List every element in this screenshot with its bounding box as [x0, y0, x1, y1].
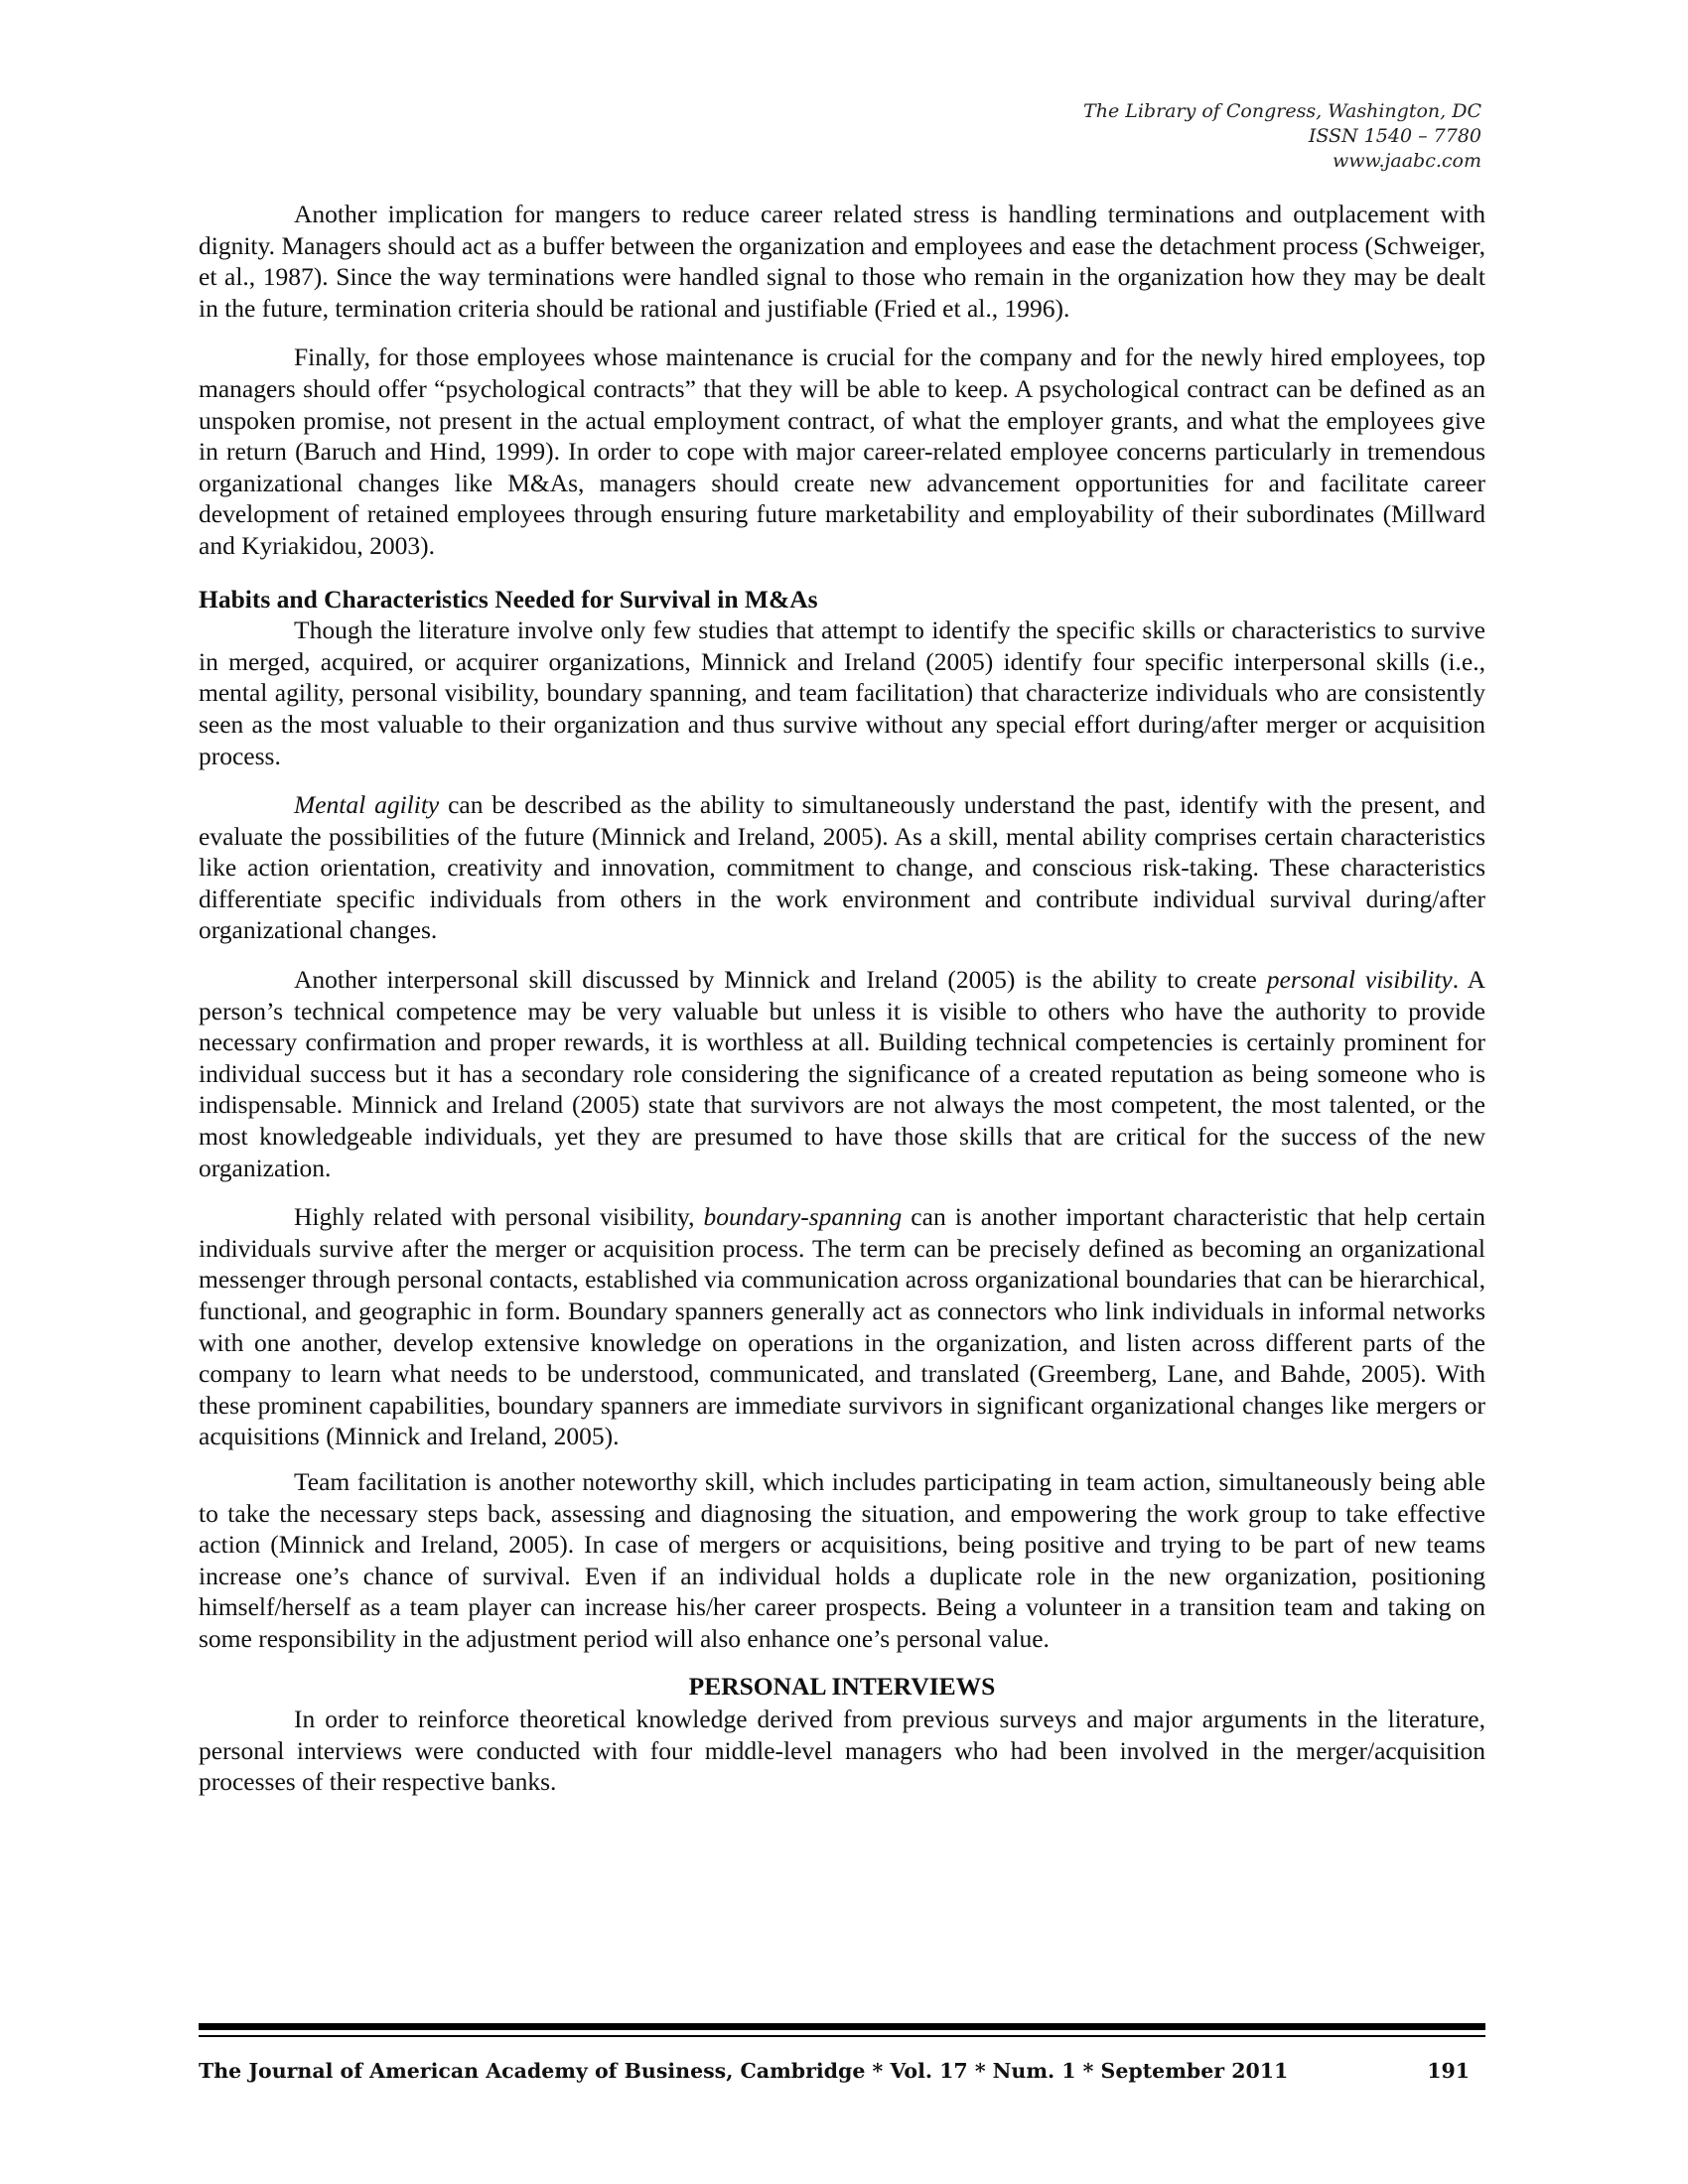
header-library: The Library of Congress, Washington, DC — [1083, 100, 1481, 122]
header-issn: ISSN 1540 – 7780 — [1308, 125, 1481, 147]
paragraph-mental-agility-text: can be described as the ability to simultaneously understand the past, identify with the present, and evaluate the possibilities of the future (Minnick and Ireland, 2005). As a skill, mental ability comprises certain characteristics like action orientation, creativity and innovation, commitment to change, and conscious risk-taking. These characteristics differentiate specific individuals from others in the work environment and contribute individual survival during/after organizational changes. — [199, 790, 1485, 945]
body-text — [199, 199, 1485, 1798]
paragraph-team-facilitation: Team facilitation is another noteworthy skill, which includes participating in team action, simultaneously being able to take the necessary steps back, assessing and diagnosing the situation, and empowering the work group to take effective action (Minnick and Ireland, 2005). In case of mergers or acquisitions, being positive and trying to be part of new teams increase one’s chance of survival. Even if an individual holds a duplicate role in the new organization, positioning himself/herself as a team player can increase his/her career prospects. Being a volunteer in a transition team and taking on some responsibility in the adjustment period will also enhance one’s personal value. — [199, 1466, 1485, 1653]
paragraph-personal-visibility-lead: Another interpersonal skill discussed by Minnick and Ireland (2005) is the ability to create — [294, 965, 1267, 995]
term-mental-agility: Mental agility — [294, 790, 440, 820]
paragraph-boundary-spanning-text: can is another important characteristic that help certain individuals survive after the merger or acquisition process. The term can be precisely defined as becoming an organizational messenger through personal contacts, established via communication across organizational boundaries that can be hierarchical, functional, and geographic in form. Boundary spanners generally act as connectors who link individuals in informal networks with one another, develop extensive knowledge on operations in the organization, and listen across different parts of the company to learn what needs to be understood, communicated, and translated (Greemberg, Lane, and Bahde, 2005). With these prominent capabilities, boundary spanners are immediate survivors in significant organizational changes like mergers or acquisitions (Minnick and Ireland, 2005). — [199, 1202, 1485, 1451]
page-number: 191 — [1427, 2059, 1470, 2083]
section-heading-interviews: PERSONAL INTERVIEWS — [688, 1671, 996, 1701]
paragraph-mental-agility — [199, 789, 1485, 946]
term-boundary-spanning: boundary-spanning — [703, 1202, 903, 1232]
running-header — [886, 99, 1481, 174]
paragraph-boundary-spanning-lead: Highly related with personal visibility, — [294, 1202, 704, 1232]
footer-journal-citation: The Journal of American Academy of Business, Cambridge * Vol. 17 * Num. 1 * September 2011 — [199, 2059, 1289, 2083]
header-url: www.jaabc.com — [1332, 150, 1481, 172]
running-footer — [199, 2059, 1485, 2083]
paragraph-survival-skills: Though the literature involve only few studies that attempt to identify the specific skills or characteristics to survive in merged, acquired, or acquirer organizations, Minnick and Ireland (2005) identify four specific interpersonal skills (i.e., mental agility, personal visibility, boundary spanning, and team facilitation) that characterize individuals who are consistently seen as the most valuable to their organization and thus survive without any special effort during/after merger or acquisition process. — [199, 615, 1485, 770]
footer-rule-thick — [199, 2023, 1485, 2030]
paragraph-personal-visibility — [199, 964, 1485, 1183]
paragraph-personal-visibility-text: . A person’s technical competence may be very valuable but unless it is visible to others who have the authority to provide necessary confirmation and proper rewards, it is worthless at all. Building technical competencies is certainly prominent for individual success but it has a secondary role considering the significance of a created reputation as being someone who is indispensable. Minnick and Ireland (2005) state that survivors are not always the most competent, the most talented, or the most knowledgeable individuals, yet they are presumed to have those skills that are critical for the success of the new organization. — [199, 965, 1485, 1182]
paragraph-boundary-spanning — [199, 1201, 1485, 1452]
footer-rule-thin — [199, 2035, 1485, 2037]
paragraph-interviews: In order to reinforce theoretical knowledge derived from previous surveys and major arguments in the literature, personal interviews were conducted with four middle-level managers who had been involved in the merger/acquisition processes of their respective banks. — [199, 1705, 1485, 1797]
term-personal-visibility: personal visibility — [1266, 965, 1453, 995]
paragraph-termination: Another implication for mangers to reduce career related stress is handling terminations and outplacement with dignity. Managers should act as a buffer between the organization and employees and ease the detachment process (Schweiger, et al., 1987). Since the way terminations were handled signal to those who remain in the organization how they may be dealt in the future, termination criteria should be rational and justifiable (Fried et al., 1996). — [199, 200, 1485, 323]
section-heading-habits: Habits and Characteristics Needed for Survival in M&As — [199, 584, 818, 614]
paragraph-psychological-contracts: Finally, for those employees whose maintenance is crucial for the company and for the newly hired employees, top managers should offer “psychological contracts” that they will be able to keep. A psychological contract can be defined as an unspoken promise, not present in the actual employment contract, of what the employer grants, and what the employees give in return (Baruch and Hind, 1999). In order to cope with major career-related employee concerns particularly in tremendous organizational changes like M&As, managers should create new advancement opportunities for and facilitate career development of retained employees through ensuring future marketability and employability of their subordinates (Millward and Kyriakidou, 2003). — [199, 342, 1485, 560]
